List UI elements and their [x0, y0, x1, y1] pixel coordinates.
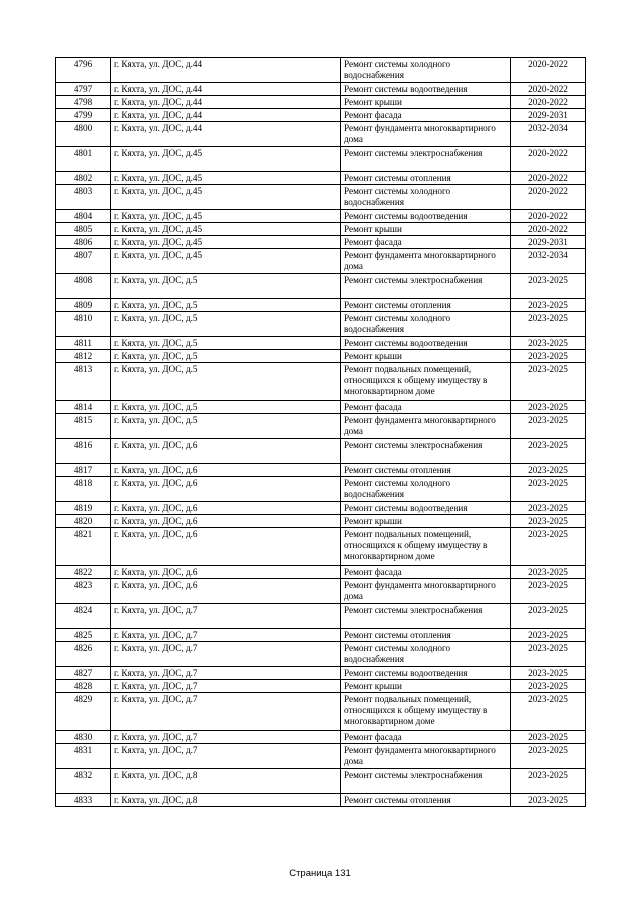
address-cell: г. Кяхта, ул. ДОС, д.6 [111, 579, 341, 604]
period-cell: 2023-2025 [511, 604, 586, 629]
address-cell: г. Кяхта, ул. ДОС, д.8 [111, 769, 341, 794]
work-type-cell: Ремонт фундамента многоквартирного дома [341, 122, 511, 147]
table-row [56, 312, 586, 337]
work-type-cell: Ремонт фундамента многоквартирного дома [341, 579, 511, 604]
period-cell: 2020-2022 [511, 147, 586, 172]
table-row [56, 515, 586, 528]
work-type-cell: Ремонт системы электроснабжения [341, 274, 511, 299]
table-row [56, 769, 586, 794]
table-row [56, 350, 586, 363]
table-row [56, 566, 586, 579]
work-type-cell: Ремонт системы отопления [341, 629, 511, 642]
work-type-cell: Ремонт системы отопления [341, 794, 511, 807]
table-row [56, 731, 586, 744]
address-cell: г. Кяхта, ул. ДОС, д.5 [111, 401, 341, 414]
row-number-cell: 4829 [56, 693, 111, 731]
work-type-cell: Ремонт крыши [341, 223, 511, 236]
row-number-cell: 4796 [56, 58, 111, 83]
repair-schedule-table [55, 57, 586, 807]
table-row [56, 680, 586, 693]
period-cell: 2023-2025 [511, 337, 586, 350]
address-cell: г. Кяхта, ул. ДОС, д.6 [111, 502, 341, 515]
address-cell: г. Кяхта, ул. ДОС, д.7 [111, 680, 341, 693]
table-row [56, 172, 586, 185]
address-cell: г. Кяхта, ул. ДОС, д.5 [111, 299, 341, 312]
address-cell: г. Кяхта, ул. ДОС, д.5 [111, 350, 341, 363]
work-type-cell: Ремонт фасада [341, 109, 511, 122]
period-cell: 2023-2025 [511, 579, 586, 604]
period-cell: 2020-2022 [511, 83, 586, 96]
work-type-cell: Ремонт системы водоотведения [341, 502, 511, 515]
period-cell: 2029-2031 [511, 109, 586, 122]
period-cell: 2023-2025 [511, 299, 586, 312]
work-type-cell: Ремонт системы холодного водоснабжения [341, 477, 511, 502]
table-row [56, 693, 586, 731]
row-number-cell: 4798 [56, 96, 111, 109]
period-cell: 2023-2025 [511, 414, 586, 439]
table-row [56, 83, 586, 96]
row-number-cell: 4811 [56, 337, 111, 350]
table-row [56, 299, 586, 312]
work-type-cell: Ремонт системы электроснабжения [341, 147, 511, 172]
row-number-cell: 4831 [56, 744, 111, 769]
work-type-cell: Ремонт системы электроснабжения [341, 769, 511, 794]
period-cell: 2020-2022 [511, 58, 586, 83]
address-cell: г. Кяхта, ул. ДОС, д.44 [111, 83, 341, 96]
row-number-cell: 4812 [56, 350, 111, 363]
row-number-cell: 4822 [56, 566, 111, 579]
row-number-cell: 4814 [56, 401, 111, 414]
address-cell: г. Кяхта, ул. ДОС, д.5 [111, 274, 341, 299]
row-number-cell: 4816 [56, 439, 111, 464]
address-cell: г. Кяхта, ул. ДОС, д.7 [111, 693, 341, 731]
work-type-cell: Ремонт системы холодного водоснабжения [341, 58, 511, 83]
work-type-cell: Ремонт системы электроснабжения [341, 604, 511, 629]
address-cell: г. Кяхта, ул. ДОС, д.44 [111, 96, 341, 109]
table-row [56, 210, 586, 223]
address-cell: г. Кяхта, ул. ДОС, д.44 [111, 58, 341, 83]
table-row [56, 274, 586, 299]
work-type-cell: Ремонт крыши [341, 515, 511, 528]
period-cell: 2023-2025 [511, 401, 586, 414]
page-number: Страница 131 [289, 868, 351, 879]
table-row [56, 236, 586, 249]
table-row [56, 96, 586, 109]
period-cell: 2023-2025 [511, 769, 586, 794]
table-row [56, 604, 586, 629]
table-row [56, 477, 586, 502]
table-row [56, 744, 586, 769]
row-number-cell: 4821 [56, 528, 111, 566]
table-row [56, 667, 586, 680]
row-number-cell: 4807 [56, 249, 111, 274]
table-row [56, 414, 586, 439]
period-cell: 2020-2022 [511, 96, 586, 109]
table-row [56, 249, 586, 274]
address-cell: г. Кяхта, ул. ДОС, д.45 [111, 147, 341, 172]
address-cell: г. Кяхта, ул. ДОС, д.45 [111, 236, 341, 249]
address-cell: г. Кяхта, ул. ДОС, д.45 [111, 185, 341, 210]
row-number-cell: 4808 [56, 274, 111, 299]
table-row [56, 579, 586, 604]
row-number-cell: 4801 [56, 147, 111, 172]
period-cell: 2023-2025 [511, 363, 586, 401]
row-number-cell: 4826 [56, 642, 111, 667]
address-cell: г. Кяхта, ул. ДОС, д.7 [111, 667, 341, 680]
address-cell: г. Кяхта, ул. ДОС, д.8 [111, 794, 341, 807]
work-type-cell: Ремонт системы холодного водоснабжения [341, 642, 511, 667]
address-cell: г. Кяхта, ул. ДОС, д.45 [111, 249, 341, 274]
row-number-cell: 4825 [56, 629, 111, 642]
work-type-cell: Ремонт системы водоотведения [341, 210, 511, 223]
work-type-cell: Ремонт подвальных помещений, относящихся к общему имуществу в многоквартирном доме [341, 528, 511, 566]
work-type-cell: Ремонт системы электроснабжения [341, 439, 511, 464]
address-cell: г. Кяхта, ул. ДОС, д.7 [111, 604, 341, 629]
period-cell: 2023-2025 [511, 528, 586, 566]
row-number-cell: 4833 [56, 794, 111, 807]
period-cell: 2032-2034 [511, 122, 586, 147]
period-cell: 2023-2025 [511, 642, 586, 667]
table-row [56, 439, 586, 464]
period-cell: 2023-2025 [511, 693, 586, 731]
table-row [56, 337, 586, 350]
work-type-cell: Ремонт системы отопления [341, 299, 511, 312]
work-type-cell: Ремонт фасада [341, 401, 511, 414]
address-cell: г. Кяхта, ул. ДОС, д.7 [111, 629, 341, 642]
table-row [56, 185, 586, 210]
work-type-cell: Ремонт фундамента многоквартирного дома [341, 414, 511, 439]
work-type-cell: Ремонт крыши [341, 350, 511, 363]
row-number-cell: 4820 [56, 515, 111, 528]
address-cell: г. Кяхта, ул. ДОС, д.6 [111, 439, 341, 464]
row-number-cell: 4797 [56, 83, 111, 96]
address-cell: г. Кяхта, ул. ДОС, д.6 [111, 528, 341, 566]
address-cell: г. Кяхта, ул. ДОС, д.45 [111, 223, 341, 236]
row-number-cell: 4800 [56, 122, 111, 147]
work-type-cell: Ремонт фасада [341, 731, 511, 744]
row-number-cell: 4824 [56, 604, 111, 629]
table-body [56, 58, 586, 807]
table-row [56, 629, 586, 642]
work-type-cell: Ремонт системы холодного водоснабжения [341, 312, 511, 337]
period-cell: 2029-2031 [511, 236, 586, 249]
period-cell: 2023-2025 [511, 502, 586, 515]
row-number-cell: 4805 [56, 223, 111, 236]
table-row [56, 401, 586, 414]
table-row [56, 528, 586, 566]
table-row [56, 58, 586, 83]
row-number-cell: 4827 [56, 667, 111, 680]
period-cell: 2023-2025 [511, 744, 586, 769]
address-cell: г. Кяхта, ул. ДОС, д.45 [111, 210, 341, 223]
address-cell: г. Кяхта, ул. ДОС, д.44 [111, 122, 341, 147]
table-row [56, 794, 586, 807]
work-type-cell: Ремонт системы холодного водоснабжения [341, 185, 511, 210]
period-cell: 2020-2022 [511, 172, 586, 185]
row-number-cell: 4815 [56, 414, 111, 439]
period-cell: 2032-2034 [511, 249, 586, 274]
table-row [56, 642, 586, 667]
row-number-cell: 4817 [56, 464, 111, 477]
row-number-cell: 4804 [56, 210, 111, 223]
table-row [56, 147, 586, 172]
row-number-cell: 4828 [56, 680, 111, 693]
period-cell: 2023-2025 [511, 312, 586, 337]
row-number-cell: 4810 [56, 312, 111, 337]
address-cell: г. Кяхта, ул. ДОС, д.45 [111, 172, 341, 185]
address-cell: г. Кяхта, ул. ДОС, д.44 [111, 109, 341, 122]
period-cell: 2023-2025 [511, 566, 586, 579]
work-type-cell: Ремонт подвальных помещений, относящихся к общему имуществу в многоквартирном доме [341, 693, 511, 731]
table-row [56, 502, 586, 515]
address-cell: г. Кяхта, ул. ДОС, д.5 [111, 337, 341, 350]
period-cell: 2023-2025 [511, 794, 586, 807]
row-number-cell: 4802 [56, 172, 111, 185]
address-cell: г. Кяхта, ул. ДОС, д.6 [111, 515, 341, 528]
table-row [56, 363, 586, 401]
address-cell: г. Кяхта, ул. ДОС, д.5 [111, 363, 341, 401]
table-row [56, 464, 586, 477]
address-cell: г. Кяхта, ул. ДОС, д.5 [111, 414, 341, 439]
table-row [56, 109, 586, 122]
work-type-cell: Ремонт фасада [341, 566, 511, 579]
period-cell: 2023-2025 [511, 439, 586, 464]
period-cell: 2023-2025 [511, 667, 586, 680]
period-cell: 2023-2025 [511, 274, 586, 299]
address-cell: г. Кяхта, ул. ДОС, д.7 [111, 731, 341, 744]
work-type-cell: Ремонт системы отопления [341, 464, 511, 477]
period-cell: 2023-2025 [511, 350, 586, 363]
work-type-cell: Ремонт фундамента многоквартирного дома [341, 249, 511, 274]
row-number-cell: 4823 [56, 579, 111, 604]
row-number-cell: 4809 [56, 299, 111, 312]
row-number-cell: 4819 [56, 502, 111, 515]
work-type-cell: Ремонт системы водоотведения [341, 83, 511, 96]
address-cell: г. Кяхта, ул. ДОС, д.7 [111, 744, 341, 769]
row-number-cell: 4818 [56, 477, 111, 502]
period-cell: 2020-2022 [511, 210, 586, 223]
table-row [56, 223, 586, 236]
row-number-cell: 4799 [56, 109, 111, 122]
address-cell: г. Кяхта, ул. ДОС, д.6 [111, 566, 341, 579]
period-cell: 2023-2025 [511, 477, 586, 502]
period-cell: 2020-2022 [511, 223, 586, 236]
address-cell: г. Кяхта, ул. ДОС, д.6 [111, 464, 341, 477]
address-cell: г. Кяхта, ул. ДОС, д.7 [111, 642, 341, 667]
row-number-cell: 4813 [56, 363, 111, 401]
period-cell: 2023-2025 [511, 464, 586, 477]
row-number-cell: 4803 [56, 185, 111, 210]
work-type-cell: Ремонт подвальных помещений, относящихся к общему имуществу в многоквартирном доме [341, 363, 511, 401]
table-row [56, 122, 586, 147]
work-type-cell: Ремонт системы водоотведения [341, 667, 511, 680]
work-type-cell: Ремонт системы водоотведения [341, 337, 511, 350]
period-cell: 2023-2025 [511, 731, 586, 744]
period-cell: 2023-2025 [511, 629, 586, 642]
address-cell: г. Кяхта, ул. ДОС, д.5 [111, 312, 341, 337]
row-number-cell: 4806 [56, 236, 111, 249]
work-type-cell: Ремонт крыши [341, 96, 511, 109]
period-cell: 2023-2025 [511, 680, 586, 693]
work-type-cell: Ремонт крыши [341, 680, 511, 693]
work-type-cell: Ремонт системы отопления [341, 172, 511, 185]
address-cell: г. Кяхта, ул. ДОС, д.6 [111, 477, 341, 502]
row-number-cell: 4832 [56, 769, 111, 794]
work-type-cell: Ремонт фасада [341, 236, 511, 249]
work-type-cell: Ремонт фундамента многоквартирного дома [341, 744, 511, 769]
period-cell: 2023-2025 [511, 515, 586, 528]
period-cell: 2020-2022 [511, 185, 586, 210]
row-number-cell: 4830 [56, 731, 111, 744]
